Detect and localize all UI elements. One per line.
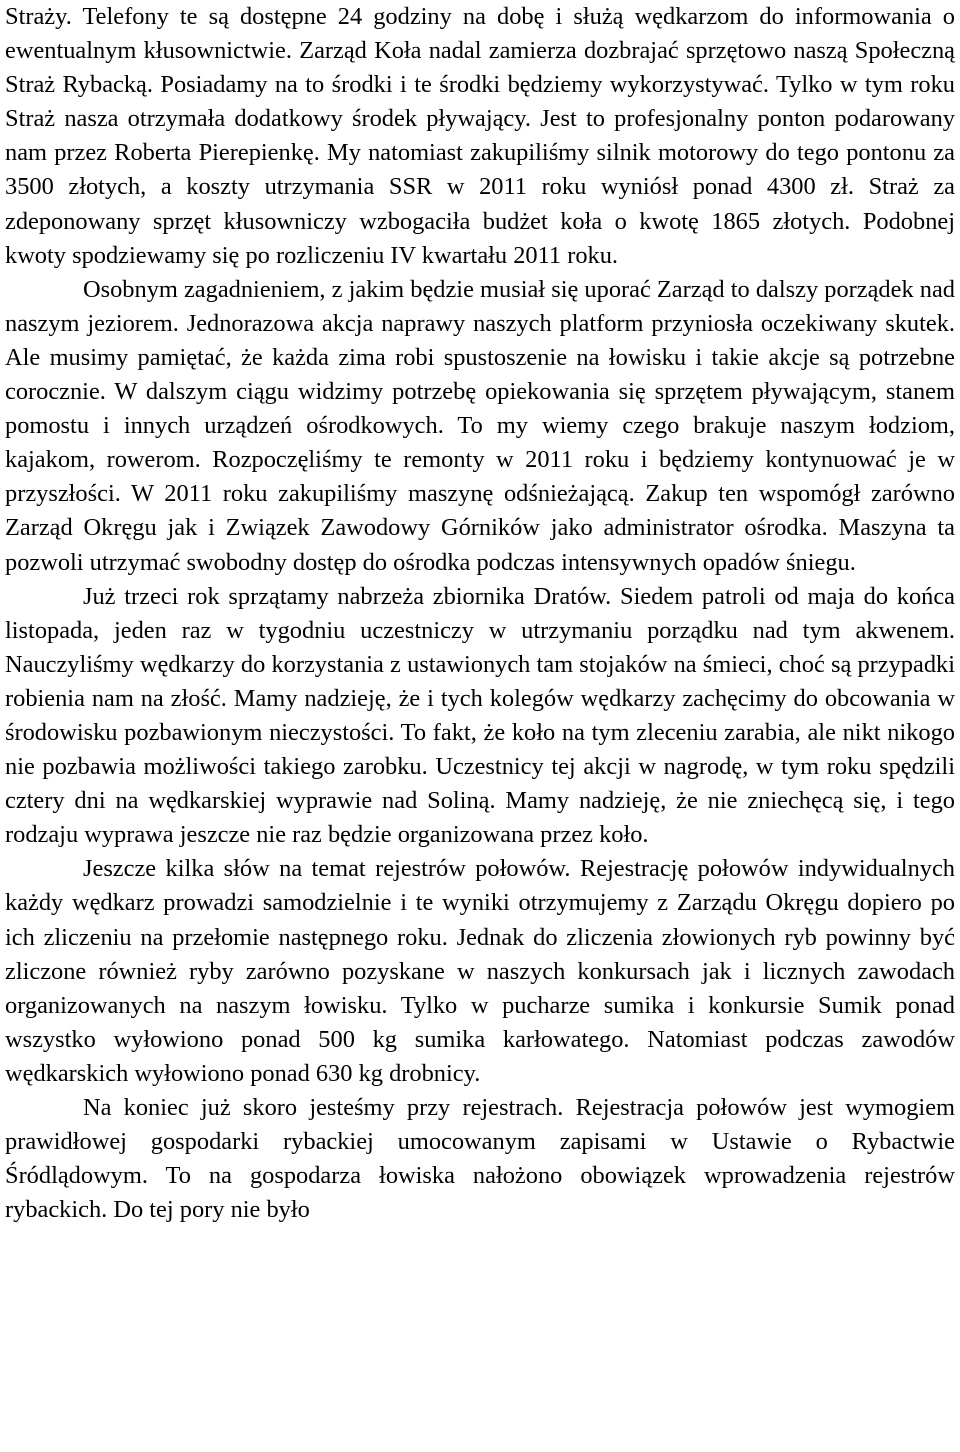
sentence: Nauczyliśmy wędkarzy do korzystania z ustawionych tam stojaków na śmieci, choć są przypadki robienia nam na złość. bbox=[5, 650, 955, 712]
sentence: Do tej pory nie było bbox=[113, 1196, 310, 1224]
sentence: Już trzeci rok sprzątamy nabrzeża zbiornika Dratów. bbox=[83, 582, 612, 610]
sentence: W dalszym ciągu widzimy potrzebę opiekowania się sprzętem pływającym, stanem pomostu i innych urządzeń ośrodkowych. bbox=[5, 378, 955, 440]
paragraph bbox=[5, 273, 955, 580]
sentence: Straż za zdeponowany sprzęt kłusowniczy wzbogaciła budżet koła o kwotę 1865 złotych. bbox=[5, 173, 955, 235]
sentence: To na gospodarza łowiska nałożono obowiązek wprowadzenia rejestrów rybackich. bbox=[5, 1162, 955, 1224]
sentence: W 2011 roku zakupiliśmy maszynę odśnieżającą. bbox=[131, 480, 635, 508]
sentence: Jednorazowa akcja naprawy naszych platform przyniosła oczekiwany skutek. bbox=[186, 309, 955, 337]
sentence: Jednak do zliczenia złowionych ryb powinny być zliczone również ryby zarówno pozyskane w naszych konkursach jak i licznych zawodach organizowanych na naszym łowisku. bbox=[5, 923, 955, 1019]
sentence: Maszyna ta pozwoli utrzymać swobodny dostęp do ośrodka podczas intensywnych opadów śniegu. bbox=[5, 514, 956, 576]
paragraph bbox=[5, 1091, 955, 1227]
sentence: Tylko w tym roku Straż nasza otrzymała dodatkowy środek pływający. bbox=[5, 71, 955, 133]
sentence: Straży. Telefony te są dostępne 24 godziny na dobę i służą wędkarzom do informowania o ewentualnym kłusownictwie. bbox=[5, 3, 955, 65]
sentence: To my wiemy czego brakuje naszym łodziom, kajakom, rowerom. bbox=[5, 412, 955, 474]
sentence: Uczestnicy tej akcji w nagrodę, w tym roku spędzili cztery dni na wędkarskiej wyprawie nad Soliną. bbox=[5, 753, 955, 815]
sentence: Siedem patroli od maja do końca listopada, jeden raz w tygodniu uczestniczy w utrzymaniu porządku nad tym akwenem. bbox=[5, 582, 955, 644]
sentence: Rejestrację połowów indywidualnych każdy wędkarz prowadzi samodzielnie i te wyniki otrzymujemy z Zarządu Okręgu dopiero po ich zliczeniu na przełomie następnego roku. bbox=[5, 855, 955, 951]
sentence: Jeszcze kilka słów na temat rejestrów połowów. bbox=[83, 855, 571, 883]
sentence: Rejestracja połowów jest wymogiem prawidłowej gospodarki rybackiej umocowanym zapisami w Ustawie o Rybactwie Śródlądowym. bbox=[5, 1094, 955, 1190]
sentence: To fakt, że koło na tym zleceniu zarabia, ale nikt nikogo nie pozbawia możliwości takiego zarobku. bbox=[5, 718, 956, 781]
sentence: Ale musimy pamiętać, że każda zima robi spustoszenie na łowisku i takie akcje są potrzebne corocznie. bbox=[5, 343, 955, 406]
sentence: Rozpoczęliśmy te remonty w 2011 roku i będziemy kontynuować je w przyszłości. bbox=[5, 446, 955, 508]
sentence: Zarząd Koła nadal zamierza dozbrajać sprzętowo naszą Społeczną Straż Rybacką. bbox=[5, 37, 955, 99]
sentence: Posiadamy na to środki i te środki będziemy wykorzystywać. bbox=[160, 71, 769, 99]
sentence: Osobnym zagadnieniem, z jakim będzie musiał się uporać Zarząd to dalszy porządek nad naszym jeziorem. bbox=[5, 275, 955, 337]
sentence: Podobnej kwoty spodziewamy się po rozliczeniu IV kwartału 2011 roku. bbox=[5, 207, 955, 269]
sentence: My natomiast zakupiliśmy silnik motorowy do tego pontonu za 3500 złotych, a koszty utrzymania SSR w 2011 roku wyniósł ponad 4300 zł. bbox=[5, 139, 955, 201]
sentence: Jest to profesjonalny ponton podarowany nam przez Roberta Pierepienkę. bbox=[5, 105, 956, 167]
sentence: Mamy nadzieję, że nie zniechęcą się, i tego rodzaju wyprawa jeszcze nie raz będzie organizowana przez koło. bbox=[5, 787, 955, 849]
paragraph bbox=[5, 580, 955, 853]
sentence: Natomiast podczas zawodów wędkarskich wyłowiono ponad 630 kg drobnicy. bbox=[5, 1025, 955, 1087]
document-page bbox=[5, 0, 955, 1227]
sentence: Na koniec już skoro jesteśmy przy rejestrach. bbox=[83, 1094, 564, 1121]
sentence: Zakup ten wspomógł zarówno Zarząd Okręgu jak i Związek Zawodowy Górników jako administrator ośrodka. bbox=[5, 480, 955, 542]
sentence: Mamy nadzieję, że i tych kolegów wędkarzy zachęcimy do obcowania w środowisku pozbawionym nieczystości. bbox=[5, 684, 955, 746]
paragraph bbox=[5, 852, 955, 1091]
paragraph bbox=[5, 0, 955, 273]
sentence: Tylko w pucharze sumika i konkursie Sumik ponad wszystko wyłowiono ponad 500 kg sumika karłowatego. bbox=[5, 991, 955, 1053]
